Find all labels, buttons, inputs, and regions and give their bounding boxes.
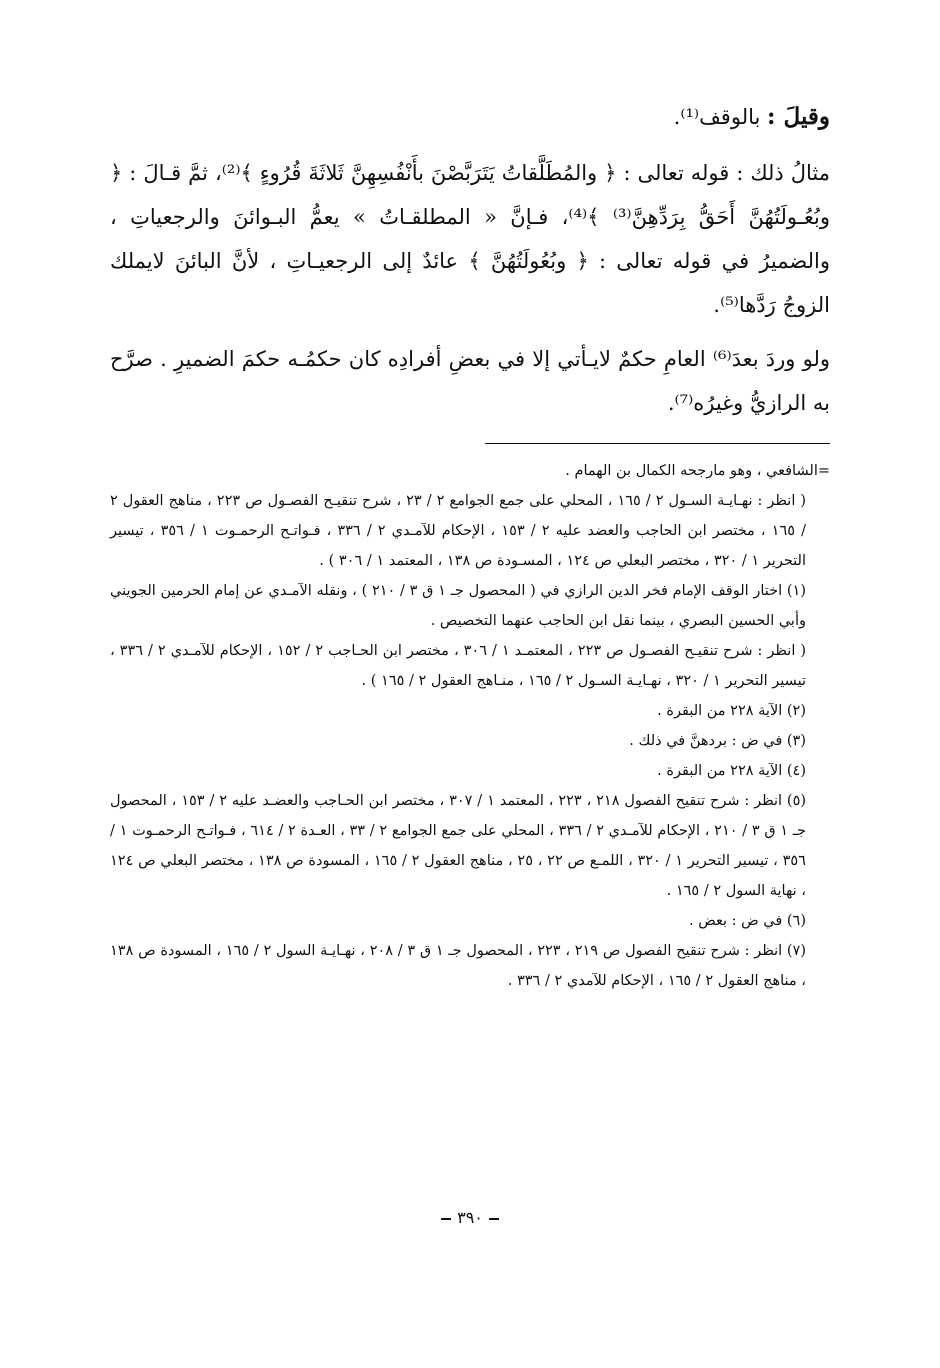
footnote-7: (٧) انظر : شرح تنقيح الفصول ص ٢١٩ ، ٢٢٣ ، المحصول جـ ١ ق ٣ / ٢٠٨ ، نهـايـة السول ٢ / ١٦٥ ، المسودة ص ١٣٨ ، مناهج العقول ٢ / ١٦٥ ، الإحكام للآمدي ٢ / ٣٣٦ . [110, 943, 807, 989]
page-number-dash [489, 1218, 499, 1220]
footnote-2: (٢) الآية ٢٢٨ من البقرة . [657, 703, 806, 719]
footnote-5: (٥) انظر : شرح تنقيح الفصول ٢١٨ ، ٢٢٣ ، المعتمد ١ / ٣٠٧ ، مختصر ابن الحـاجب والعضـد عليه ٢ / ١٥٣ ، المحصول جـ ١ ق ٣ / ٢١٠ ، الإحكام للآمـدي ٢ / ٣٣٦ ، المحلي على جمع الجوامع ٢ / ٣٣ ، العـدة ٢ / ٦١٤ ، فـواتـح الرحمـوت ١ / ٣٥٦ ، تيسير التحرير ١ / ٣٢٠ ، اللمـع ص ٢٢ ، ٢٥ ، مناهج العقول ٢ / ١٦٥ ، المسودة ص ١٣٨ ، مختصر البعلي ص ١٢٤ ، نهاية السول ٢ / ١٦٥ . [110, 793, 807, 899]
opinion-paragraph [110, 95, 830, 139]
footnotes [110, 456, 830, 996]
footnote-divider [485, 443, 830, 444]
footnote-4: (٤) الآية ٢٢٨ من البقرة . [657, 763, 806, 779]
page-number-dash [441, 1218, 451, 1220]
footnote-6: (٦) في ض : بعض . [688, 913, 806, 929]
example-paragraph: مثالُ ذلك : قوله تعالى : ﴿ والمُطَلَّقاتُ يَتَرَبَّصْنَ بأَنْفُسِهِنَّ ثَلاثَةَ قُرُوءٍ ﴾⁽²⁾، ثمَّ قـالَ : ﴿ وبُعُـولَتُهُنَّ أَحَقُّ بِرَدِّهِنَّ⁽³⁾ ﴾⁽⁴⁾، فـإنَّ « المطلقـاتُ » يعمُّ البـوائنَ والرجعياتِ ، والضميرُ في قوله تعالى : ﴿ وبُعُولَتُهُنَّ ﴾ عائدٌ إلى الرجعيـاتِ ، لأنَّ البائنَ لايملك الزوجُ رَدَّها⁽⁵⁾. [110, 161, 831, 317]
footnote-continuation: =الشافعي ، وهو مارجحه الكمال بن الهمام . [565, 463, 830, 479]
footnote-1-refs: ( انظر : شرح تنقيـح الفصـول ص ٢٢٣ ، المعتمـد ١ / ٣٠٦ ، مختصر ابن الحـاجب ٢ / ١٥٢ ، الإحكام للآمـدي ٢ / ٣٣٦ ، تيسير التحرير ١ / ٣٢٠ ، نهـايـة السـول ٢ / ١٦٥ ، منـاهج العقول ٢ / ١٦٥ ) . [110, 643, 806, 689]
footnote-1: (١) اختار الوقف الإمام فخر الدين الرازي في ( المحصول جـ ١ ق ٣ / ٢١٠ ) ، ونقله الآمـدي عن إمام الحرمين الجويني وأبي الحسين البصري ، بينما نقل ابن الحاجب عنهما التخصيص . [110, 583, 806, 629]
opinion-term: وقيلَ : [767, 103, 830, 130]
main-text [110, 95, 830, 425]
page-number [0, 1208, 940, 1227]
page-number-value: ٣٩٠ [457, 1208, 483, 1227]
footnote-continuation-refs: ( انظر : نهـايـة السـول ٢ / ١٦٥ ، المحلي على جمع الجوامع ٢ / ٢٣ ، شرح تنقيـح الفصـول ص ٢٢٣ ، مناهج العقول ٢ / ١٦٥ ، مختصر ابن الحاجب والعضد عليه ٢ / ١٥٣ ، الإحكام للآمـدي ٢ / ٣٣٦ ، فـواتـح الرحمـوت ١ / ٣٥٦ ، تيسير التحرير ١ / ٣٢٠ ، مختصر البعلي ص ١٢٤ ، المسـودة ص ١٣٨ ، المعتمد ١ / ٣٠٦ ) . [110, 493, 807, 569]
page-content [110, 95, 830, 996]
opinion-text: بالوقف⁽¹⁾. [673, 105, 761, 129]
footnote-3: (٣) في ض : بردهنَّ في ذلك . [629, 733, 806, 749]
ruling-paragraph: ولو وردَ بعدَ⁽⁶⁾ العامِ حكمٌ لايـأتي إلا في بعضِ أفرادِه كان حكمُـه حكمَ الضميرِ . صرَّح به الرازيُّ وغيرُه⁽⁷⁾. [110, 347, 831, 415]
